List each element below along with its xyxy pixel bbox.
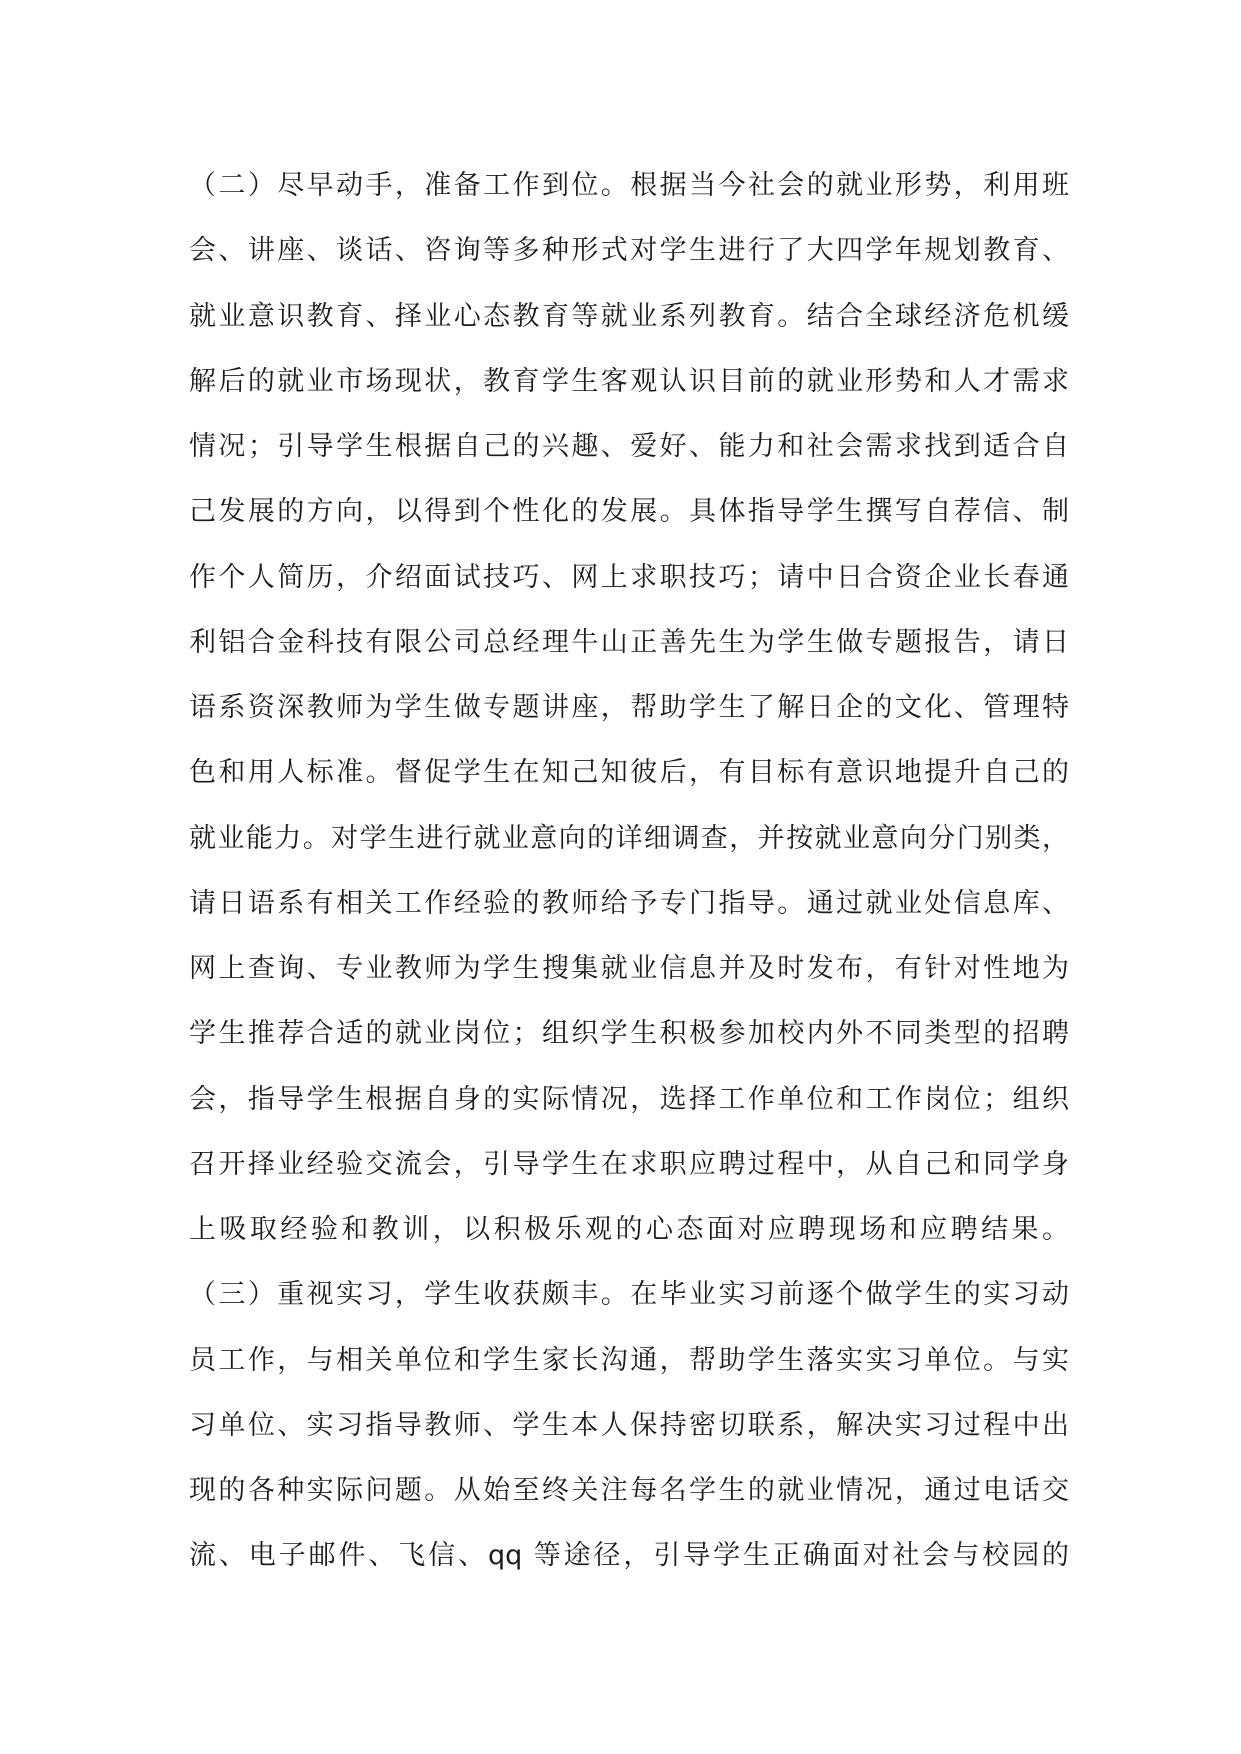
text-line: 利铝合金科技有限公司总经理牛山正善先生为学生做专题报告，请日 (189, 626, 1069, 658)
text-line: 习单位、实习指导教师、学生本人保持密切联系，解决实习过程中出 (189, 1409, 1069, 1441)
text-line: 己发展的方向，以得到个性化的发展。具体指导学生撰写自荐信、制 (189, 496, 1069, 528)
text-line: 解后的就业市场现状，教育学生客观认识目前的就业形势和人才需求 (189, 365, 1069, 397)
text-line: 情况；引导学生根据自己的兴趣、爱好、能力和社会需求找到适合自 (189, 431, 1069, 462)
text-line: 网上查询、专业教师为学生搜集就业信息并及时发布，有针对性地为 (189, 953, 1069, 984)
text-line: 作个人简历，介绍面试技巧、网上求职技巧；请中日合资企业长春通 (189, 561, 1069, 593)
text-line: （三）重视实习，学生收获颇丰。在毕业实习前逐个做学生的实习动 (189, 1279, 1069, 1311)
text-line: 语系资深教师为学生做专题讲座，帮助学生了解日企的文化、管理特 (189, 692, 1069, 723)
text-line: 就业能力。对学生进行就业意向的详细调查，并按就业意向分门别类， (189, 822, 1069, 854)
text-line: 请日语系有相关工作经验的教师给予专门指导。通过就业处信息库、 (189, 887, 1069, 919)
text-line: 员工作，与相关单位和学生家长沟通，帮助学生落实实习单位。与实 (189, 1344, 1069, 1376)
text-line: 就业意识教育、择业心态教育等就业系列教育。结合全球经济危机缓 (189, 300, 1069, 332)
text-line: 流、电子邮件、飞信、qq 等途径，引导学生正确面对社会与校园的 (189, 1540, 1069, 1572)
text-line: 召开择业经验交流会，引导学生在求职应聘过程中，从自己和同学身 (189, 1148, 1069, 1180)
text-line: 上吸取经验和教训，以积极乐观的心态面对应聘现场和应聘结果。 (189, 1214, 1069, 1245)
body-text (189, 153, 1069, 1589)
text-line: 现的各种实际问题。从始至终关注每名学生的就业情况，通过电话交 (189, 1475, 1069, 1506)
text-line: 会、讲座、谈话、咨询等多种形式对学生进行了大四学年规划教育、 (189, 235, 1069, 267)
text-line: （二）尽早动手，准备工作到位。根据当今社会的就业形势，利用班 (189, 170, 1069, 201)
text-line: 色和用人标准。督促学生在知己知彼后，有目标有意识地提升自己的 (189, 757, 1069, 789)
text-line: 会，指导学生根据自身的实际情况，选择工作单位和工作岗位；组织 (189, 1083, 1069, 1115)
text-line: 学生推荐合适的就业岗位；组织学生积极参加校内外不同类型的招聘 (189, 1018, 1069, 1050)
